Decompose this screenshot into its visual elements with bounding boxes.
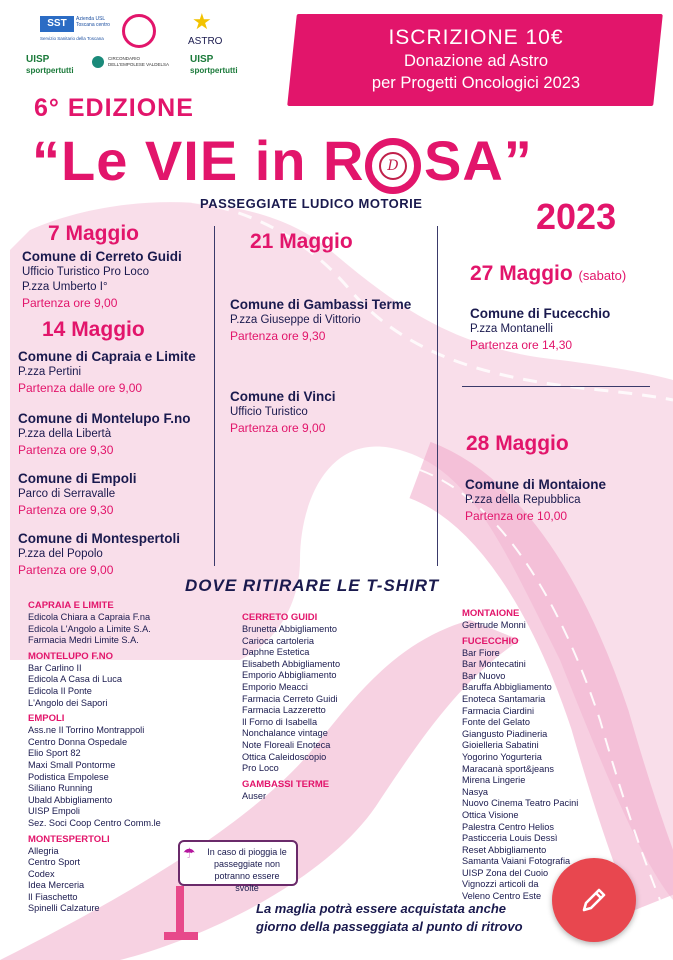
tshirt-shop-item: Edicola A Casa di Luca xyxy=(28,674,122,685)
event-empoli xyxy=(18,470,137,518)
event-time: Partenza ore 9,00 xyxy=(18,563,114,577)
tshirt-group-heading: MONTAIONE xyxy=(462,608,520,619)
title-part-1: “Le VIE in R xyxy=(32,129,365,192)
subtitle: PASSEGGIATE LUDICO MOTORIE xyxy=(200,196,423,211)
uisp-logo: UISP xyxy=(26,54,50,65)
event-comune: Comune di Vinci xyxy=(230,389,336,404)
event-time: Partenza ore 9,30 xyxy=(230,329,326,343)
pencil-icon xyxy=(578,884,610,916)
event-gambassi-terme xyxy=(230,296,411,344)
rosa-o-logo-letter: D xyxy=(379,152,407,180)
tshirt-shop-item: Gertrude Monni xyxy=(462,620,526,630)
event-place: Parco di Serravalle xyxy=(18,488,116,500)
tshirt-shop-item: Ottica Visione xyxy=(462,809,519,820)
tshirt-shop-item: Il Forno di Isabella xyxy=(242,716,318,727)
tshirt-shop-item: UISP Empoli xyxy=(28,806,80,817)
edition-label: 6° EDIZIONE xyxy=(34,94,194,122)
registration-fee: ISCRIZIONE 10€ xyxy=(388,26,564,49)
tshirt-shop-item: Sez. Soci Coop Centro Comm.le xyxy=(28,817,161,828)
tshirt-purchase-line-1: La maglia potrà essere acquistata anche xyxy=(256,901,506,916)
tshirt-group-heading: MONTELUPO F.NO xyxy=(28,650,113,662)
event-place: P.zza Montanelli xyxy=(470,323,553,335)
tshirt-shop-item: Nuovo Cinema Teatro Pacini xyxy=(462,798,579,809)
event-place: P.zza della Repubblica xyxy=(465,494,581,506)
date-27-maggio xyxy=(470,262,626,286)
sst-logo: SST xyxy=(40,16,74,32)
servizio-sanitario-text: Servizio Sanitario della Toscana xyxy=(40,36,104,41)
event-time: Partenza ore 10,00 xyxy=(465,509,568,523)
tshirt-shop-item: Yogorino Yogurteria xyxy=(462,751,542,762)
tshirt-shop-item: Emporio Meacci xyxy=(242,681,308,692)
tshirt-shop-item: Samanta Vaiani Fotografia xyxy=(462,856,571,867)
tshirt-shop-item: Maxi Small Pontorme xyxy=(28,759,116,770)
event-comune: Comune di Fucecchio xyxy=(470,306,611,321)
tshirt-shop-item: Nasya xyxy=(462,786,489,797)
tshirt-shop-item: Elisabeth Abbigliamento xyxy=(242,658,341,669)
le-vie-in-rosa-logo xyxy=(122,14,156,48)
tshirt-column-1 xyxy=(28,596,161,915)
tshirt-shop-item: Edicola Il Ponte xyxy=(28,685,92,696)
edit-button[interactable] xyxy=(552,858,636,942)
event-place: Ufficio Turistico Pro Loco xyxy=(22,266,149,278)
event-comune: Comune di Capraia e Limite xyxy=(18,349,196,364)
rain-notice-sign: In caso di pioggia le passeggiate non potranno essere svolte xyxy=(178,840,298,886)
tshirt-shop-item: Daphne Estetica xyxy=(242,647,310,658)
event-montelupo xyxy=(18,410,190,458)
event-place: P.zza Pertini xyxy=(18,366,82,378)
tshirt-shop-item: Ubald Abbigliamento xyxy=(28,794,113,805)
uisp-logo-2: UISP xyxy=(190,54,214,65)
tshirt-shop-item: Mirena Lingerie xyxy=(462,775,526,786)
event-place: Ufficio Turistico xyxy=(230,406,308,418)
event-comune: Comune di Gambassi Terme xyxy=(230,297,412,312)
event-comune: Comune di Cerreto Guidi xyxy=(22,249,182,264)
tshirt-shop-item: Nonchalance vintage xyxy=(242,728,328,739)
tshirt-shop-item: Pasticceria Louis Dessì xyxy=(462,833,558,844)
date-21-maggio: 21 Maggio xyxy=(250,230,353,253)
tshirt-shop-item: Bar Montecatini xyxy=(462,659,526,670)
circondario-text: CIRCONDARIO DELL'EMPOLESE VALDELSA xyxy=(108,56,170,67)
column-divider-1 xyxy=(214,226,215,566)
tshirt-shop-item: Emporio Abbigliamento xyxy=(242,670,337,681)
tshirt-group-heading: EMPOLI xyxy=(28,713,65,725)
tshirt-shop-item: Pro Loco xyxy=(242,763,279,774)
date-7-maggio: 7 Maggio xyxy=(48,222,140,245)
tshirt-shop-item: Edicola Chiara a Capraia F.na xyxy=(28,612,151,622)
tshirt-shop-item: Centro Donna Ospedale xyxy=(28,736,128,747)
tshirt-shop-item: Bar Carlino II xyxy=(28,662,82,673)
event-montespertoli xyxy=(18,530,180,578)
event-time: Partenza ore 14,30 xyxy=(470,338,573,352)
tshirt-shop-item: Fonte del Gelato xyxy=(462,717,530,728)
event-place: P.zza del Popolo xyxy=(18,548,103,560)
tshirt-shop-item: Brunetta Abbigliamento xyxy=(242,624,338,634)
event-fucecchio xyxy=(470,305,610,353)
event-cerreto-guidi xyxy=(22,248,182,311)
event-comune: Comune di Empoli xyxy=(18,471,137,486)
tshirt-shop-item: Idea Merceria xyxy=(28,880,85,891)
tshirt-shop-item: Centro Sport xyxy=(28,857,81,868)
sign-base xyxy=(164,932,198,940)
sportpertutti-text: sportpertutti xyxy=(26,66,74,75)
tshirt-group-heading: CAPRAIA E LIMITE xyxy=(28,600,114,611)
tshirt-shop-item: Gioielleria Sabatini xyxy=(462,740,539,751)
sponsor-logos xyxy=(24,12,254,96)
tshirt-shop-item: Veleno Centro Este xyxy=(462,891,542,902)
column-divider-2 xyxy=(437,226,438,566)
tshirt-shop-item: Farmacia Lazzeretto xyxy=(242,705,326,716)
tshirt-shop-item: Vignozzi articoli da xyxy=(462,879,539,890)
tshirt-purchase-line-2: giorno della passeggiata al punto di ritrovo xyxy=(256,919,523,934)
tshirt-shop-item: Ottica Caleidoscopio xyxy=(242,751,327,762)
tshirt-heading: DOVE RITIRARE LE T-SHIRT xyxy=(185,576,440,595)
tshirt-shop-item: Reset Abbigliamento xyxy=(462,844,547,855)
tshirt-shop-item: Bar Nuovo xyxy=(462,670,506,681)
tshirt-shop-item: Podistica Empolese xyxy=(28,771,109,782)
circondario-icon xyxy=(92,56,104,68)
tshirt-shop-item: Carioca cartoleria xyxy=(242,635,314,646)
event-comune: Comune di Montaione xyxy=(465,477,606,492)
tshirt-purchase-note xyxy=(256,900,523,936)
tshirt-shop-item: Baruffa Abbigliamento xyxy=(462,682,552,693)
date-27-maggio-note: (sabato) xyxy=(578,268,627,283)
tshirt-shop-item: L'Angolo dei Sapori xyxy=(28,697,108,708)
tshirt-shop-item: Auser xyxy=(242,790,267,801)
tshirt-shop-item: Farmacia Cerreto Guidi xyxy=(242,693,338,704)
tshirt-shop-item: Farmacia Ciardini xyxy=(462,705,534,716)
date-14-maggio: 14 Maggio xyxy=(42,318,145,341)
tshirt-group-heading: CERRETO GUIDI xyxy=(242,612,318,623)
event-time: Partenza ore 9,30 xyxy=(18,443,114,457)
tshirt-shop-item: Siliano Running xyxy=(28,783,93,794)
year: 2023 xyxy=(536,196,617,237)
event-montaione xyxy=(465,476,606,524)
event-place-2: P.zza Umberto I° xyxy=(22,281,108,293)
event-time: Partenza ore 9,30 xyxy=(18,503,114,517)
title-part-2: SA” xyxy=(424,129,533,192)
tshirt-shop-item: Bar Fiore xyxy=(462,647,500,658)
event-time: Partenza ore 9,00 xyxy=(230,421,326,435)
event-place: P.zza Giuseppe di Vittorio xyxy=(230,314,361,326)
tshirt-group-heading: MONTESPERTOLI xyxy=(28,833,110,845)
tshirt-shop-item: Codex xyxy=(28,868,55,879)
tshirt-shop-item: Elio Sport 82 xyxy=(28,748,81,759)
event-comune: Comune di Montespertoli xyxy=(18,531,180,546)
row-divider xyxy=(462,386,650,387)
date-28-maggio: 28 Maggio xyxy=(466,432,569,455)
tshirt-shop-item: UISP Zona del Cuoio xyxy=(462,867,549,878)
tshirt-shop-item: Ass.ne Il Torrino Montrappoli xyxy=(28,725,145,736)
event-time: Partenza dalle ore 9,00 xyxy=(18,381,143,395)
tshirt-shop-item: Allegria xyxy=(28,845,59,856)
tshirt-shop-item: Enoteca Santamaria xyxy=(462,693,546,704)
tshirt-shop-item: Farmacia Medri Limite S.A. xyxy=(28,635,139,646)
tshirt-shop-item: Edicola L'Angolo a Limite S.A. xyxy=(28,623,151,634)
event-vinci xyxy=(230,388,336,436)
registration-text xyxy=(300,26,652,94)
event-place: P.zza della Libertà xyxy=(18,428,112,440)
tshirt-shop-item: Maracanà sport&jeans xyxy=(462,763,554,774)
tshirt-shop-item: Palestra Centro Helios xyxy=(462,821,554,832)
tshirt-group-heading: FUCECCHIO xyxy=(462,635,519,647)
astro-text: ASTRO xyxy=(188,36,223,47)
tshirt-shop-item: Note Floreali Enoteca xyxy=(242,739,331,750)
sign-pole xyxy=(176,886,184,938)
tshirt-shop-item: Giangusto Piadineria xyxy=(462,728,548,739)
event-comune: Comune di Montelupo F.no xyxy=(18,411,191,426)
sportpertutti-text-2: sportpertutti xyxy=(190,66,238,75)
tshirt-shop-item: Il Fiaschetto xyxy=(28,891,78,902)
azienda-usl-text: Azienda USL Toscana centro xyxy=(76,16,110,28)
tshirt-group-heading: GAMBASSI TERME xyxy=(242,778,330,790)
umbrella-icon: ☂ xyxy=(183,846,196,862)
astro-star-icon: ★ xyxy=(192,10,212,35)
donation-purpose: per Progetti Oncologici 2023 xyxy=(371,74,581,92)
event-time: Partenza ore 9,00 xyxy=(22,296,118,310)
rosa-o-logo-icon xyxy=(365,138,421,194)
donation-text: Donazione ad Astro xyxy=(403,52,548,70)
event-capraia-limite xyxy=(18,348,196,396)
tshirt-shop-item: Spinelli Calzature xyxy=(28,903,100,914)
date-27-maggio-label: 27 Maggio xyxy=(470,262,573,285)
tshirt-column-2 xyxy=(242,608,340,802)
tshirt-column-3 xyxy=(462,604,582,903)
